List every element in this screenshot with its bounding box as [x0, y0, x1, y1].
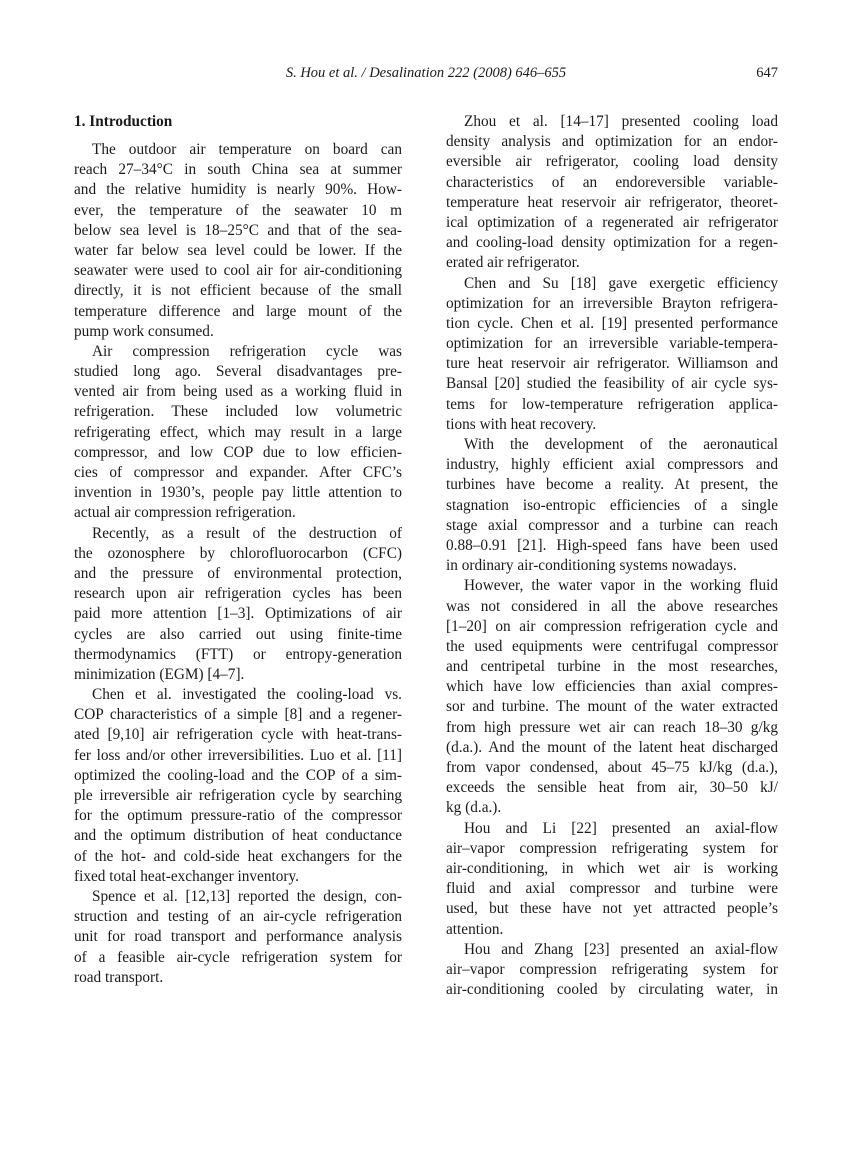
text-line: ical optimization of a regenerated air refrigerator — [446, 213, 778, 231]
text-line: from vapor condensed, about 45–75 kJ/kg (d.a.), — [446, 759, 778, 776]
paragraph — [446, 819, 778, 940]
paragraph — [74, 342, 402, 524]
text-line: and the pressure of environmental protection, — [74, 564, 402, 582]
text-line: invention in 1930’s, people pay little attention to — [74, 484, 402, 502]
text-line: from high pressure wet air can reach 18–30 g/kg — [446, 718, 778, 736]
text-line: actual air compression refrigeration. — [74, 504, 296, 522]
right-column — [446, 112, 778, 1000]
text-line: density analysis and optimization for an endor- — [446, 133, 778, 151]
text-line: kg (d.a.). — [446, 799, 502, 817]
text-line: The outdoor air temperature on board can — [92, 141, 402, 158]
text-line: ever, the temperature of the seawater 10 m — [74, 201, 402, 219]
text-line: studied long ago. Several disadvantages pre- — [74, 363, 402, 381]
text-line: reach 27–34°C in south China sea at summer — [74, 161, 402, 179]
text-line: Chen et al. investigated the cooling-load vs. — [92, 686, 402, 704]
text-line: industry, highly efficient axial compressors and — [446, 456, 778, 474]
text-line: directly, it is not efficient because of the small — [74, 282, 402, 300]
text-line: Chen and Su [18] gave exergetic efficiency — [464, 274, 778, 292]
left-column — [74, 112, 402, 988]
text-line: vented air from being used as a working fluid in — [74, 383, 402, 401]
text-line: cycles are also carried out using finite-time — [74, 625, 402, 643]
text-line: air-conditioning cooled by circulating water, in — [446, 981, 778, 999]
paragraph — [446, 112, 778, 274]
left-column-body — [74, 140, 402, 988]
text-line: fluid and axial compressor and turbine were — [446, 880, 778, 898]
right-column-body — [446, 112, 778, 1000]
text-line: minimization (EGM) [4–7]. — [74, 665, 245, 683]
running-title: S. Hou et al. / Desalination 222 (2008) 646–655 — [285, 65, 567, 81]
text-line: air–vapor compression refrigerating system for — [446, 839, 778, 857]
text-line: air–vapor compression refrigerating system for — [446, 960, 778, 978]
text-line: paid more attention [1–3]. Optimizations of air — [74, 605, 402, 623]
text-line: fer loss and/or other irreversibilities. Luo et al. [11] — [74, 746, 402, 764]
text-line: Bansal [20] studied the feasibility of air cycle sys- — [446, 375, 778, 393]
text-line: optimized the cooling-load and the COP of a sim- — [74, 766, 402, 784]
text-line: erated air refrigerator. — [446, 254, 580, 272]
paragraph — [446, 940, 778, 1001]
text-line: eversible air refrigerator, cooling load density — [446, 153, 778, 171]
text-line: exceeds the sensible heat from air, 30–50 kJ/ — [446, 779, 778, 797]
text-line: Recently, as a result of the destruction of — [92, 524, 402, 542]
text-line: tems for low-temperature refrigeration applica- — [446, 395, 778, 413]
section-heading: 1. Introduction — [74, 113, 173, 130]
text-line: stagnation iso-entropic efficiencies of a single — [446, 496, 778, 514]
text-line: the ozonosphere by chlorofluorocarbon (CFC) — [74, 544, 402, 562]
text-line: (d.a.). And the mount of the latent heat discharged — [446, 738, 778, 756]
text-line: refrigerating effect, which may result in a large — [74, 423, 402, 441]
text-line: Hou and Zhang [23] presented an axial-flow — [464, 940, 778, 958]
text-line: and cooling-load density optimization for a regen- — [446, 234, 778, 252]
paragraph — [74, 887, 402, 988]
text-line: temperature difference and large mount of the — [74, 302, 402, 320]
text-line: road transport. — [74, 968, 164, 986]
text-line: research upon air refrigeration cycles has been — [74, 585, 402, 603]
text-line: sor and turbine. The mount of the water extracted — [446, 698, 778, 716]
text-line: air-conditioning, in which wet air is working — [446, 859, 778, 877]
paragraph — [446, 274, 778, 436]
text-line: 0.88–0.91 [21]. High-speed fans have been used — [446, 536, 778, 554]
text-line: optimization for an irreversible variable-tempera- — [446, 335, 778, 353]
paragraph — [74, 524, 402, 686]
text-line: Spence et al. [12,13] reported the design, con- — [92, 887, 402, 905]
text-line: With the development of the aeronautical — [464, 436, 778, 453]
text-line: turbines have become a reality. At present, the — [446, 476, 778, 494]
text-line: Air compression refrigeration cycle was — [92, 342, 402, 360]
text-line: the used equipments were centrifugal compressor — [446, 637, 778, 655]
text-line: seawater were used to cool air for air-conditioning — [74, 262, 402, 280]
text-line: ated [9,10] air refrigeration cycle with heat-trans- — [74, 726, 402, 744]
text-line: pump work consumed. — [74, 322, 214, 340]
text-line: cies of compressor and expander. After CFC’s — [74, 464, 402, 481]
text-line: [1–20] on air compression refrigeration cycle and — [446, 617, 778, 635]
text-line: ple irreversible air refrigeration cycle by searching — [74, 787, 402, 804]
text-line: for the optimum pressure-ratio of the compressor — [74, 807, 402, 825]
paragraph — [446, 435, 778, 576]
text-line: Hou and Li [22] presented an axial-flow — [464, 819, 778, 837]
text-line: characteristics of an endoreversible variable- — [446, 173, 778, 191]
text-line: However, the water vapor in the working fluid — [464, 577, 778, 595]
text-line: attention. — [446, 920, 504, 938]
text-line: struction and testing of an air-cycle refrigeration — [74, 908, 402, 926]
text-line: of the hot- and cold-side heat exchangers for the — [74, 847, 402, 865]
text-line: used, but these have not yet attracted people’s — [446, 900, 778, 918]
text-line: which have low efficiencies than axial compres- — [446, 678, 778, 696]
page-number: 647 — [756, 65, 778, 81]
text-line: compressor, and low COP due to low efficien- — [74, 443, 402, 461]
text-line: fixed total heat-exchanger inventory. — [74, 867, 299, 885]
paragraph — [446, 576, 778, 818]
text-line: of a feasible air-cycle refrigeration system for — [74, 948, 402, 966]
text-line: water far below sea level could be lower. If the — [74, 241, 402, 259]
text-line: and the optimum distribution of heat conductance — [74, 827, 402, 845]
paragraph — [74, 685, 402, 887]
running-header — [74, 65, 778, 85]
paragraph — [74, 140, 402, 342]
text-line: was not considered in all the above researches — [446, 597, 778, 615]
text-line: stage axial compressor and a turbine can reach — [446, 516, 778, 534]
text-line: thermodynamics (FTT) or entropy-generation — [74, 645, 402, 663]
text-line: ture heat reservoir air refrigerator. Williamson and — [446, 355, 778, 373]
text-line: temperature heat reservoir air refrigerator, theoret- — [446, 193, 778, 211]
text-line: unit for road transport and performance analysis — [74, 928, 402, 946]
text-line: refrigeration. These included low volumetric — [74, 403, 402, 421]
text-line: COP characteristics of a simple [8] and a regener- — [74, 706, 402, 724]
text-line: tions with heat recovery. — [446, 415, 597, 433]
text-line: and the relative humidity is nearly 90%. How- — [74, 181, 402, 199]
text-line: tion cycle. Chen et al. [19] presented performance — [446, 314, 778, 332]
text-line: and centripetal turbine in the most researches, — [446, 658, 778, 676]
text-line: optimization for an irreversible Brayton refrigera- — [446, 294, 778, 312]
text-line: below sea level is 18–25°C and that of the sea- — [74, 221, 402, 239]
text-line: Zhou et al. [14–17] presented cooling load — [464, 113, 778, 130]
text-line: in ordinary air-conditioning systems nowadays. — [446, 557, 737, 575]
